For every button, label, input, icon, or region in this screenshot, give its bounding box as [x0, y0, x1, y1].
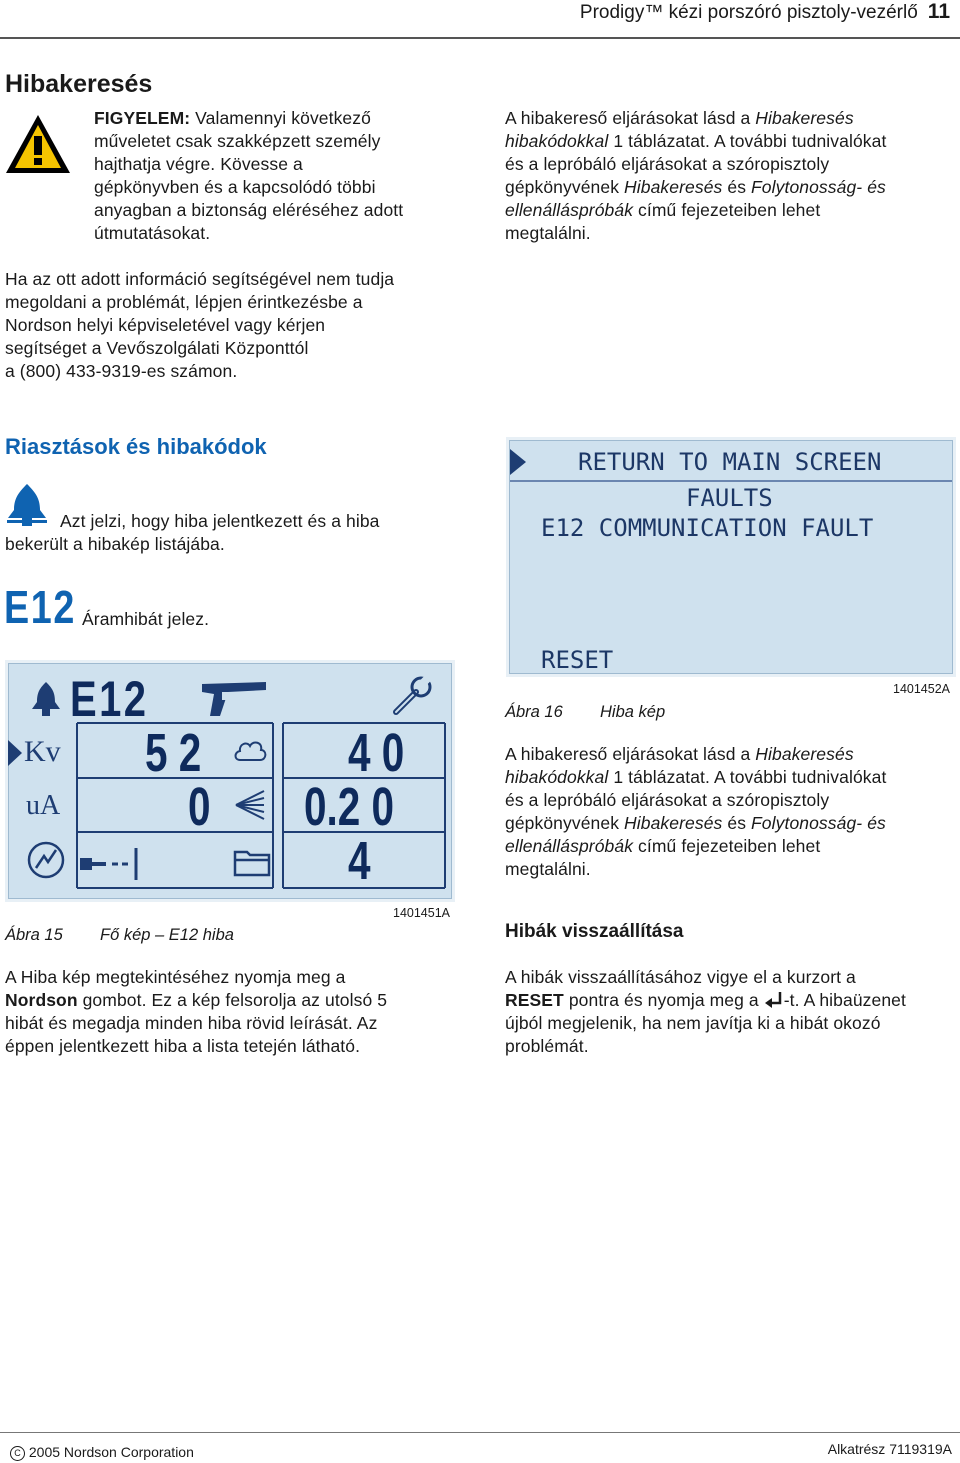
text: problémát. — [505, 1036, 589, 1056]
text: megtalálni. — [505, 859, 591, 879]
text: A Hiba kép megtekintéséhez nyomja meg a — [5, 967, 346, 987]
spray-pattern-icon — [232, 788, 268, 822]
copyright-icon: C — [10, 1446, 25, 1461]
text: A további tudnivalókat — [713, 131, 887, 151]
cursor-arrow-icon — [510, 449, 526, 475]
text: gépkönyvének — [505, 177, 625, 197]
kv-label: Kv — [24, 735, 61, 768]
contact-paragraph — [5, 268, 475, 383]
fig16-id: 1401452A — [893, 682, 951, 696]
right-mid-paragraph — [505, 743, 955, 881]
reset-ref: RESET — [505, 990, 564, 1010]
warning-text: anyagban a biztonság eléréséhez adott — [94, 200, 404, 220]
text-italic: ellenálláspróbák — [505, 836, 634, 856]
error-code-text: Áramhibát jelez. — [82, 609, 210, 629]
text: című fejezeteiben lehet — [633, 200, 821, 220]
warning-text: gépkönyvben és a kapcsolódó többi — [94, 177, 376, 197]
contact-line: segítséget a Vevőszolgálati Központtól — [5, 338, 309, 358]
fig15-caption-number: Ábra 15 — [5, 926, 63, 944]
bell-description — [5, 510, 475, 556]
text-italic: Hibakeresés — [624, 813, 723, 833]
text: A hibák visszaállításához vigye el a kurzort a — [505, 967, 856, 987]
folder-icon — [232, 844, 272, 878]
text-italic: Hibakeresés — [624, 177, 723, 197]
warning-block — [94, 107, 464, 245]
fig16-fault-entry: E12 COMMUNICATION FAULT — [541, 514, 874, 542]
enter-key-icon — [764, 991, 784, 1009]
contact-line: Ha az ott adott információ segítségével nem tudja — [5, 269, 395, 289]
text: pontra és nyomja meg a — [563, 990, 764, 1010]
warning-text: Valamennyi következő — [195, 108, 371, 128]
reset-section-title: Hibák visszaállítása — [505, 921, 684, 942]
text-italic: hibakódokkal — [505, 767, 609, 787]
text-italic: hibakódokkal — [505, 131, 609, 151]
text: és — [722, 813, 752, 833]
text: A további tudnivalókat — [713, 767, 887, 787]
fig15-right-ua-value: 0.2 0 — [304, 777, 395, 837]
wrench-icon — [390, 674, 434, 718]
text: című fejezeteiben lehet — [633, 836, 821, 856]
reset-paragraph — [505, 966, 960, 1058]
fig16-caption-number: Ábra 16 — [505, 703, 563, 721]
page-header — [580, 0, 950, 24]
copyright-text: 2005 Nordson Corporation — [28, 1444, 194, 1460]
warning-text: hajthatja végre. Kövesse a — [94, 154, 303, 174]
text: A hibakereső eljárásokat lásd a — [505, 108, 756, 128]
text-italic: Hibakeresés — [755, 744, 854, 764]
nordson-button-ref: Nordson — [5, 990, 78, 1010]
footer-rule — [0, 1432, 960, 1433]
page-number: 11 — [927, 0, 950, 23]
text: hibát és megadja minden hiba rövid leírását. Az — [5, 1013, 378, 1033]
error-code-glyph: E12 — [4, 581, 77, 633]
fig15-left-kv-value: 5 2 — [145, 723, 202, 783]
warning-text: útmutatásokat. — [94, 223, 211, 243]
section-title: Hibakeresés — [5, 70, 153, 98]
text: gombot. Ez a kép felsorolja az utolsó 5 — [77, 990, 388, 1010]
bell-icon — [30, 680, 62, 718]
text-italic: Folytonosság- és — [751, 177, 886, 197]
footer-part-number: Alkatrész 7119319A — [827, 1441, 952, 1457]
text: -t. A hibaüzenet — [783, 990, 906, 1010]
fig15-right-bottom-value: 4 — [348, 831, 371, 891]
right-top-paragraph — [505, 107, 955, 245]
fig16-caption-text: Hiba kép — [600, 703, 666, 721]
contact-line: Nordson helyi képviseletével vagy kérjen — [5, 315, 326, 335]
text-italic: Folytonosság- és — [751, 813, 886, 833]
header-rule — [0, 37, 960, 39]
bell-text: bekerült a hibakép listájába. — [5, 534, 225, 554]
text: 1 táblázatat. — [608, 767, 714, 787]
ua-label: uA — [26, 790, 61, 821]
spray-gun-icon — [198, 678, 270, 718]
contact-line: megoldani a problémát, lépjen érintkezésbe a — [5, 292, 363, 312]
warning-text: műveletet csak szakképzett személy — [94, 131, 381, 151]
cursor-arrow-icon — [8, 740, 22, 766]
fig16-faults-title: FAULTS — [686, 484, 773, 512]
header-title: Prodigy™ kézi porszóró pisztoly-vezérlő — [579, 2, 918, 23]
alarms-title: Riasztások és hibakódok — [5, 434, 267, 459]
fig15-right-kv-value: 4 0 — [348, 723, 405, 783]
fault-screen-paragraph — [5, 966, 475, 1058]
fig15-id: 1401451A — [393, 906, 451, 920]
contact-line: a (800) 433-9319-es számon. — [5, 361, 238, 381]
text: megtalálni. — [505, 223, 591, 243]
warning-icon — [4, 112, 72, 176]
cloud-icon — [232, 736, 268, 766]
text: éppen jelentkezett hiba a lista tetején látható. — [5, 1036, 361, 1056]
text: és — [722, 177, 752, 197]
text: újból megjelenik, ha nem javítja ki a hibát okozó — [505, 1013, 881, 1033]
bell-text: Azt jelzi, hogy hiba jelentkezett és a hiba — [60, 511, 380, 531]
gun-flow-icon — [80, 846, 144, 882]
footer-copyright — [10, 1444, 194, 1461]
fig16-reset-item: RESET — [541, 646, 614, 674]
fig15-left-ua-value: 0 — [188, 777, 211, 837]
text: gépkönyvének — [505, 813, 625, 833]
fig16-menu-return: RETURN TO MAIN SCREEN — [578, 448, 882, 476]
fig15-error-code: E12 — [70, 671, 149, 727]
ground-icon — [26, 840, 66, 880]
text: és a lepróbáló eljárásokat a szóropisztoly — [505, 154, 830, 174]
fig15-caption-text: Fő kép – E12 hiba — [100, 926, 234, 944]
text-italic: Hibakeresés — [755, 108, 854, 128]
text-italic: ellenálláspróbák — [505, 200, 634, 220]
text: 1 táblázatat. — [608, 131, 714, 151]
text: A hibakereső eljárásokat lásd a — [505, 744, 756, 764]
warning-label: FIGYELEM: — [94, 108, 191, 128]
text: és a lepróbáló eljárásokat a szóropisztoly — [505, 790, 830, 810]
